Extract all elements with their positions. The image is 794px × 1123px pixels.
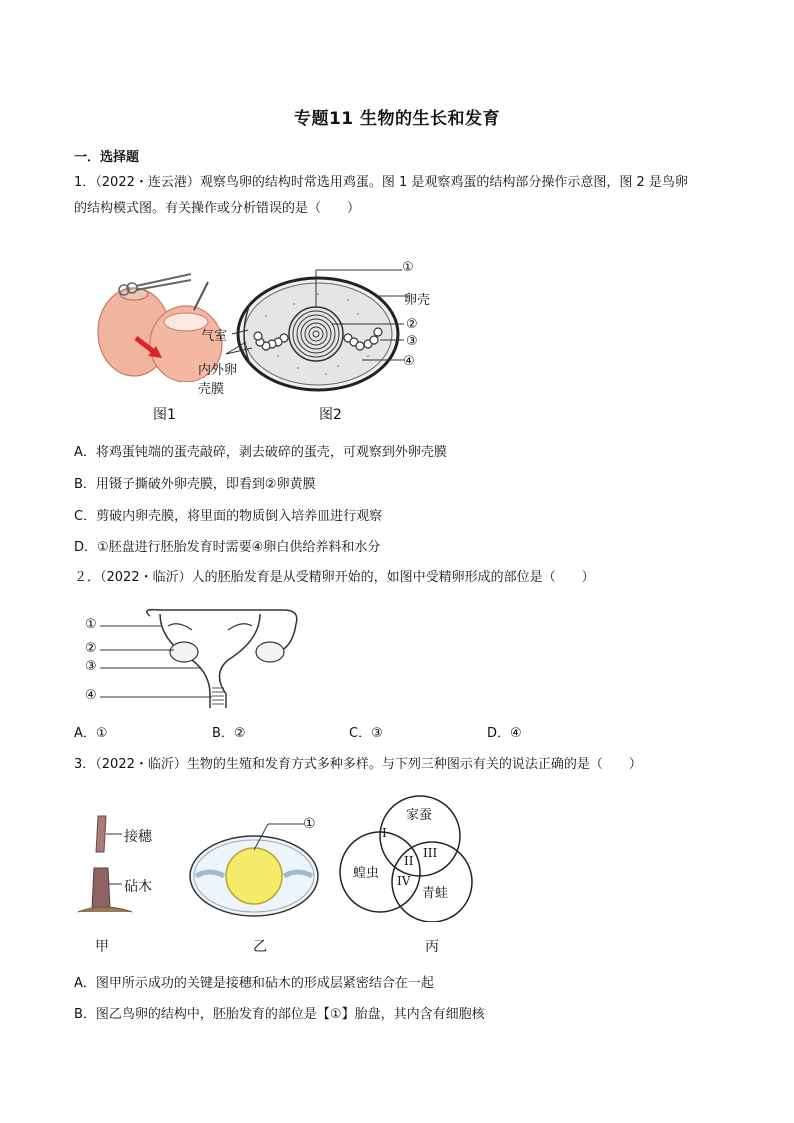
right-ovary (256, 642, 284, 662)
shell-membrane (244, 283, 392, 385)
question-1-line-1: 1．（2022・连云港）观察鸟卵的结构时常选用鸡蛋。图 1 是观察鸡蛋的结构部分操作示意图，图 2 是鸟卵 (74, 175, 688, 190)
soil (78, 907, 132, 912)
question-2-option-c: C．③ (349, 726, 383, 741)
question-2-option-a: A．① (74, 726, 108, 741)
figure-female-reproductive-system (100, 604, 312, 710)
yolk (226, 848, 282, 904)
section-heading: 一．选择题 (74, 150, 140, 165)
question-2-option-d: D．④ (487, 726, 522, 741)
vagina (212, 688, 224, 704)
label-stock: 砧木 (124, 879, 152, 895)
label-silkworm: 家蚕 (406, 808, 433, 823)
figure-2-caption: 图2 (319, 407, 342, 423)
question-3-option-a: A．图甲所示成功的关键是接穗和砧木的形成层紧密结合在一起 (74, 976, 434, 991)
region-2: II (404, 854, 414, 868)
question-1-line-2: 的结构模式图。有关操作或分析错误的是（ ） (74, 201, 361, 216)
region-3: III (423, 846, 438, 860)
question-2-text: ２．（2022・临沂）人的胚胎发育是从受精卵开始的，如图中受精卵形成的部位是（ ） (74, 570, 595, 585)
left-ovary (170, 642, 198, 662)
question-3-text: 3．（2022・临沂）生物的生殖和发育方式多种多样。与下列三种图示有关的说法正确的是（ ） (74, 757, 642, 772)
question-1-option-d: D．①胚盘进行胚胎发育时需要④卵白供给养料和水分 (74, 540, 381, 555)
region-4: IV (397, 874, 411, 888)
question-1-option-b: B．用镊子撕破外卵壳膜，即看到②卵黄膜 (74, 477, 316, 492)
cracked-shell-top (120, 288, 148, 300)
question-1-option-c: C．剪破内卵壳膜，将里面的物质倒入培养皿进行观察 (74, 509, 383, 524)
figure-bing-caption: 丙 (425, 939, 439, 955)
region-1: I (382, 826, 387, 840)
label-shell-membrane-2: 壳膜 (198, 382, 225, 397)
label-frog: 青蛙 (422, 886, 449, 901)
question-2-option-b: B．② (212, 726, 246, 741)
figure-jia-caption: 甲 (95, 939, 109, 955)
locust-circle (340, 832, 420, 912)
label-3: ③ (406, 334, 418, 349)
label-eggshell: 卵壳 (404, 293, 431, 308)
label-1: ① (303, 816, 316, 832)
label-1: ① (85, 617, 97, 632)
question-3-option-b: B．图乙鸟卵的结构中，胚胎发育的部位是【①】胎盘，其内含有细胞核 (74, 1007, 485, 1022)
question-1-text (74, 170, 724, 222)
figure-1-caption: 图1 (153, 407, 176, 423)
page-title: 专题11 生物的生长和发育 (293, 109, 501, 129)
scissors-icon (119, 274, 191, 295)
scion (96, 816, 106, 852)
label-locust: 蝗虫 (353, 866, 380, 881)
figure-yi-caption: 乙 (253, 939, 267, 955)
label-1: ① (402, 260, 414, 275)
label-air-chamber: 气室 (201, 329, 228, 344)
label-4: ④ (85, 688, 97, 703)
label-2: ② (85, 641, 97, 656)
label-2: ② (406, 317, 418, 332)
label-scion: 接穗 (124, 829, 152, 845)
label-3: ③ (85, 659, 97, 674)
uterus-right (219, 614, 260, 708)
label-shell-membrane-1: 内外卵 (198, 363, 238, 378)
label-4: ④ (403, 354, 415, 369)
question-1-option-a: A．将鸡蛋钝端的蛋壳敲碎，剥去破碎的蛋壳，可观察到外卵壳膜 (74, 445, 447, 460)
stock (92, 868, 110, 908)
